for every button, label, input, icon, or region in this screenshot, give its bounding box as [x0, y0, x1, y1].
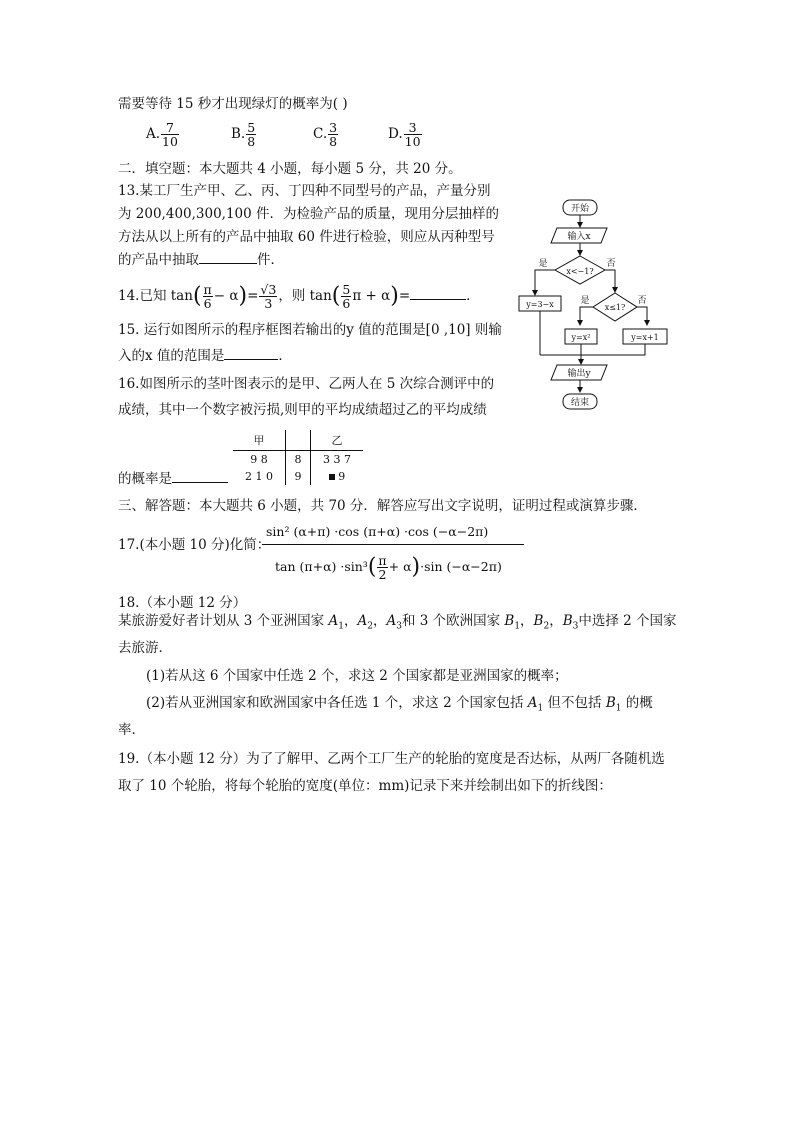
q17-fraction-bar [262, 544, 524, 545]
q18-head: 18.（本小题 12 分） [118, 595, 247, 611]
q12-stem: 需要等待 15 秒才出现绿灯的概率为( ) [118, 96, 348, 112]
q13-line-2: 为 200,400,300,100 件．为检验产品的质量，现用分层抽样的 [118, 206, 500, 222]
q15-line-1: 15. 运行如图所示的程序框图若输出的y 值的范围是[0 ,10] 则输 [118, 322, 502, 338]
svg-text:x<−1?: x<−1? [566, 267, 594, 276]
q12-option-d: D. $\frac{3}{10}$ [388, 120, 421, 149]
q13-line-4: 的产品中抽取 件． [118, 252, 284, 268]
svg-text:y=x²: y=x² [571, 333, 591, 342]
q17-prefix: 17.(本小题 10 分)化简： [118, 537, 271, 553]
svg-text:是: 是 [580, 296, 590, 306]
stem-leaf-left-row-1: 9 8 [250, 453, 268, 466]
program-flowchart [515, 195, 675, 415]
q19-line-1: 19.（本小题 12 分）为了了解甲、乙两个工厂生产的轮胎的宽度是否达标，从两厂各随机选 [118, 751, 665, 767]
section-fill-in-title: 二．填空题：本大题共 4 小题，每小题 5 分，共 20 分。 [118, 161, 462, 177]
svg-text:否: 否 [606, 259, 616, 269]
stem-leaf-left-row-2: 2 1 0 [245, 470, 273, 483]
svg-text:否: 否 [637, 296, 647, 306]
svg-text:x≤1?: x≤1? [604, 303, 626, 312]
q16-line-3: 的概率是 [118, 470, 228, 488]
smudged-digit-icon [329, 474, 335, 480]
q16-line-1: 16.如图所示的茎叶图表示的是甲、乙两人在 5 次综合测评中的 [118, 376, 495, 392]
q14-line: 14.已知 tan( $\frac{\pi}{6}$ − α)= $\frac{√3}{3}$ ，则 tan( $\frac{5}{6}$ π + α)= ． [118, 282, 480, 311]
q17-denominator: tan (π+α) ·sin³( $\frac{\pi}{2}$ + α)·sin (−α−2π) [275, 553, 502, 582]
svg-text:输出y: 输出y [567, 369, 591, 379]
q13-line-1: 13.某工厂生产甲、乙、丙、丁四种不同型号的产品，产量分别 [118, 183, 491, 199]
q15-line-2: 入的x 值的范围是 ． [118, 348, 292, 364]
q18-part-1: (1)若从这 6 个国家中任选 2 个，求这 2 个国家都是亚洲国家的概率； [146, 668, 568, 684]
svg-text:结束: 结束 [570, 398, 590, 408]
q12-option-c: C. $\frac{3}{8}$ [313, 120, 338, 149]
q18-part-2: (2)若从亚洲国家和欧洲国家中各任选 1 个，求这 2 个国家包括 $A_1$ 但不包括 $B_1$ 的概 [146, 695, 653, 714]
q17-numerator: sin² (α+π) ·cos (π+α) ·cos (−α−2π) [266, 524, 489, 539]
q16-line-2: 成绩，其中一个数字被污损,则甲的平均成绩超过乙的平均成绩 [118, 402, 487, 418]
stem-leaf-plot: 甲 乙 9 8 8 3 3 7 2 1 0 9 9 [233, 430, 363, 485]
section-solve-title: 三、解答题：本大题共 6 小题，共 70 分．解答应写出文字说明，证明过程或演算步骤． [118, 498, 647, 514]
svg-text:输入x: 输入x [567, 232, 591, 242]
svg-text:y=x+1: y=x+1 [631, 333, 659, 342]
svg-text:开始: 开始 [570, 204, 590, 214]
q18-line-2: 去旅游． [118, 640, 172, 656]
q18-line-1: 某旅游爱好者计划从 3 个亚洲国家 $A_1$，$A_2$，$A_3$和 3 个欧洲国家 $B_1$，$B_2$，$B_3$中选择 2 个国家 [118, 613, 677, 632]
q12-option-b: B. $\frac{5}{8}$ [231, 120, 256, 149]
q13-line-3: 方法从以上所有的产品中抽取 60 件进行检验，则应从丙种型号 [118, 229, 495, 245]
svg-text:是: 是 [538, 259, 548, 269]
q12-option-a: A. $\frac{7}{10}$ [146, 120, 178, 149]
svg-text:y=3−x: y=3−x [526, 300, 554, 309]
q19-line-2: 取了 10 个轮胎，将每个轮胎的宽度(单位：mm)记录下来并绘制出如下的折线图： [118, 778, 612, 794]
q18-part-2-end: 率． [118, 722, 145, 738]
